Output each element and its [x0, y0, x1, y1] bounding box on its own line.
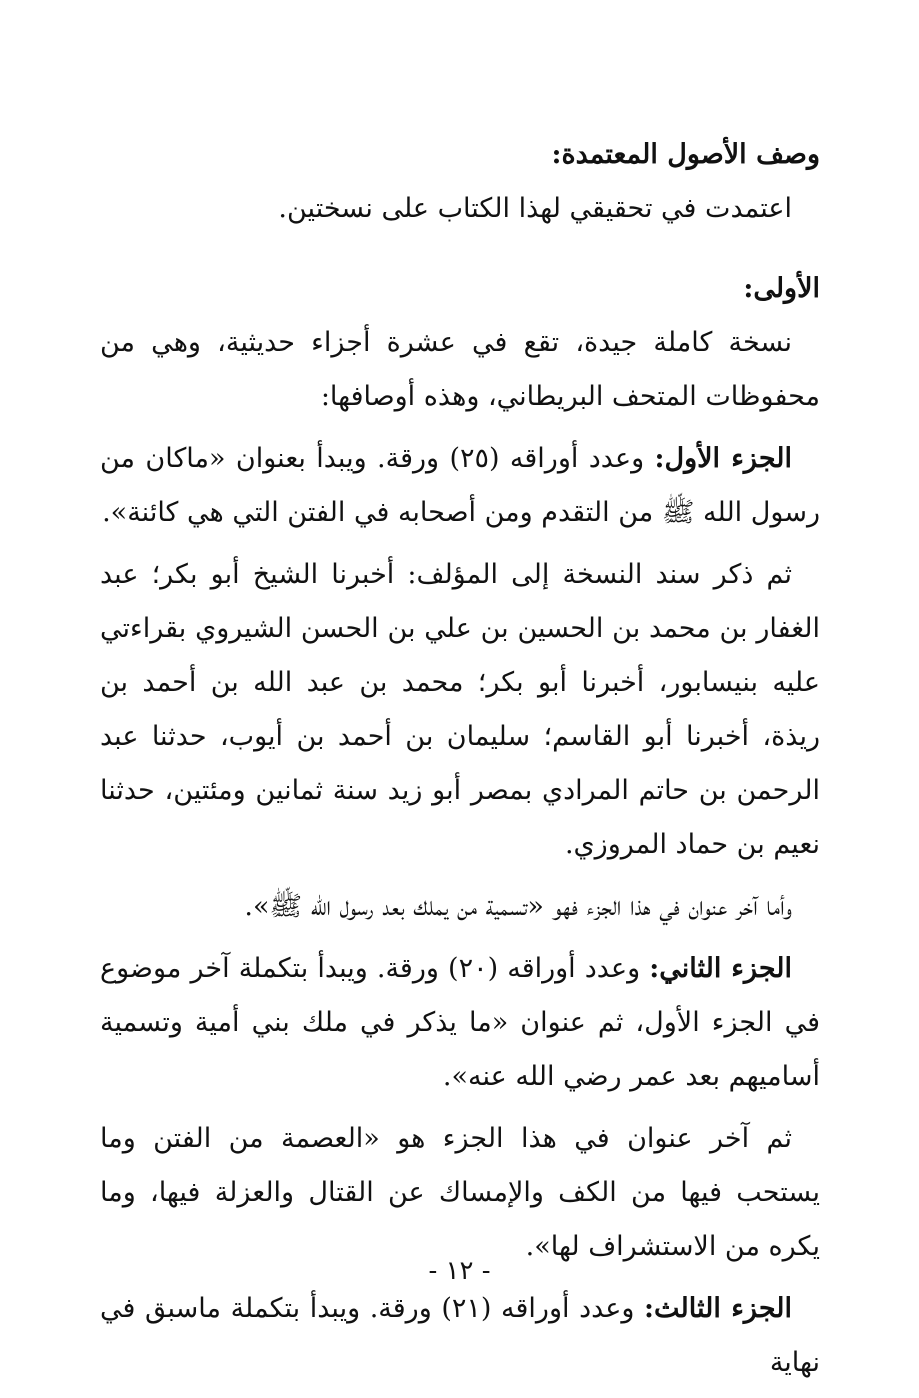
part2-last-title: ثم آخر عنوان في هذا الجزء هو «العصمة من الفتن وما يستحب فيها من الكف والإمساك عن القتال والعزلة فيها، وما يكره من الاستشراف لها». — [100, 1123, 820, 1262]
part1-last-title: وأما آخر عنوان في هذا الجزء فهو «تسمية من يملك بعد رسول الله ﷺ». — [244, 891, 792, 922]
part1-label: الجزء الأول: — [654, 443, 792, 474]
section-heading: وصف الأصول المعتمدة: — [551, 139, 820, 170]
part2-paragraph — [100, 942, 820, 1104]
page-body — [100, 128, 820, 1398]
page-number: - ١٢ - — [428, 1256, 491, 1286]
part2-text: وعدد أوراقه (٢٠) ورقة. ويبدأ بتكملة آخر موضوع في الجزء الأول، ثم عنوان «ما يذكر في ملك بني أمية وتسمية أساميهم بعد عمر رضي الله عنه». — [100, 953, 820, 1092]
isnad-paragraph: ثم ذكر سند النسخة إلى المؤلف: أخبرنا الشيخ أبو بكر؛ عبد الغفار بن محمد بن الحسين بن علي بن الحسن الشيروي بقراءتي عليه بنيسابور، أخبرنا أبو بكر؛ محمد بن عبد الله بن أحمد بن ريذة، أخبرنا أبو القاسم؛ سليمان بن أحمد بن أيوب، حدثنا عبد الرحمن بن حاتم المرادي بمصر أبو زيد سنة ثمانين ومئتين، حدثنا نعيم بن حماد المروزي. — [100, 559, 820, 860]
first-copy-description: نسخة كاملة جيدة، تقع في عشرة أجزاء حديثية، وهي من محفوظات المتحف البريطاني، وهذه أوصافها: — [100, 327, 820, 412]
part1-text: وعدد أوراقه (٢٥) ورقة. ويبدأ بعنوان «ماكان من رسول الله ﷺ من التقدم ومن أصحابه في الفتن التي هي كائنة». — [100, 443, 820, 528]
part1-paragraph — [100, 432, 820, 540]
first-copy-heading: الأولى: — [743, 273, 820, 304]
part3-text: وعدد أوراقه (٢١) ورقة. ويبدأ بتكملة ماسبق في نهاية — [100, 1293, 820, 1378]
part2-label: الجزء الثاني: — [649, 953, 792, 984]
part3-paragraph — [100, 1282, 820, 1390]
intro-paragraph: اعتمدت في تحقيقي لهذا الكتاب على نسختين. — [278, 193, 792, 224]
part3-label: الجزء الثالث: — [644, 1293, 792, 1324]
